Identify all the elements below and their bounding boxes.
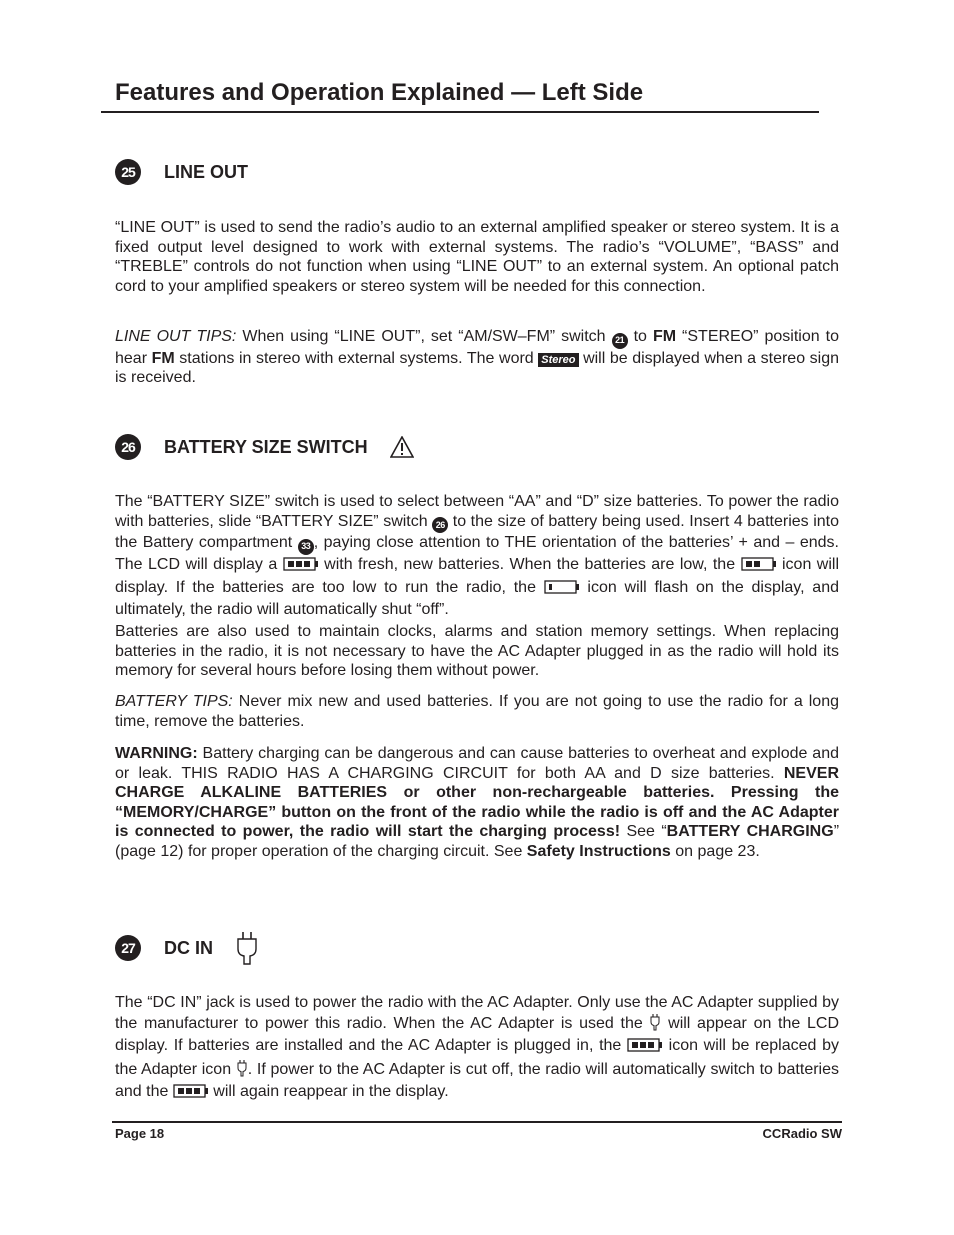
section-header-dc-in [115, 934, 259, 962]
line-out-tips-paragraph: LINE OUT TIPS: When using “LINE OUT”, set “AM/SW–FM” switch 21 to FM “STEREO” position to hear FM stations in stereo with external systems. The word Stereo will be displayed when a stereo sign is received. [115, 328, 840, 387]
battery-memory-paragraph: Batteries are also used to maintain clocks, alarms and station memory settings. When replacing batteries in the radio, it is not necessary to have the AC Adapter plugged in as the radio will hold its memory for several hours before losing them without power. [115, 623, 839, 680]
section-heading: BATTERY SIZE SWITCH [164, 436, 368, 457]
stereo-indicator-icon: Stereo [538, 353, 578, 367]
section-header-line-out [115, 158, 248, 186]
line-out-paragraph: “LINE OUT” is used to send the radio’s audio to an external amplified speaker or stereo system. It is a fixed output level designed to work with external systems. The radio’s “VOLUME”, “BASS” and “TREBLE” controls do not function when using “LINE OUT” to an external system. An optional patch cord to your amplified speakers or stereo system will be needed for this connection. [115, 219, 839, 295]
battery-warning-paragraph: WARNING: Battery charging can be dangerous and can cause batteries to overheat and explode and or leak. THIS RADIO HAS A CHARGING CIRCUIT for both AA and D size batteries. NEVER CHARGE ALKALINE BATTERIES or other non-rechargeable batteries. Pressing the “MEMORY/CHARGE” button on the front of the radio while the radio is off and the AC Adapter is connected to power, the radio will start the charging process! See “BATTERY CHARGING” (page 12) for proper operation of the charging circuit. See Safety Instructions on page 23. [115, 745, 840, 860]
warning-label: WARNING: [115, 745, 198, 762]
section-number-badge: 27 [115, 935, 141, 961]
battery-tips-paragraph: BATTERY TIPS: Never mix new and used batteries. If you are not going to use the radio for a long time, remove the batteries. [115, 693, 840, 730]
footer-divider [112, 1121, 842, 1123]
title-divider [101, 111, 819, 113]
page-number: Page 18 [115, 1126, 165, 1141]
tips-label: BATTERY TIPS: [115, 693, 233, 710]
plug-icon [649, 1013, 661, 1037]
section-number-badge: 25 [115, 159, 141, 185]
battery-full-icon [173, 1083, 209, 1105]
battery-size-paragraph: The “BATTERY SIZE” switch is used to select between “AA” and “D” size batteries. To power the radio with batteries, slide “BATTERY SIZE” switch 26 to the size of battery being used. Insert 4 batteries into the Battery compartment 33 , paying close attention to THE orientation of the batteries’ + and – ends. The LCD will display a with fresh, new batteries. When the batteries are low, the icon will display. If the batteries are too low to run the radio, the icon will flash on the display, and ultimately, the radio will automatically shut “off”. [115, 493, 840, 619]
section-heading: LINE OUT [164, 161, 248, 182]
reference-number-badge: 26 [432, 517, 448, 533]
warning-triangle-icon [390, 436, 414, 458]
battery-full-icon [627, 1037, 663, 1059]
dc-in-paragraph: The “DC IN” jack is used to power the radio with the AC Adapter. Only use the AC Adapter supplied by the manufacturer to power this radio. When the AC Adapter is used the will appear on the LCD display. If batteries are installed and the AC Adapter is plugged in, the icon will be replaced by the Adapter icon . If power to the AC Adapter is cut off, the radio will automatically switch to batteries and the will again reappear in the display. [115, 993, 839, 1105]
plug-icon [235, 931, 259, 965]
page-title: Features and Operation Explained — Left Side [115, 79, 644, 106]
battery-full-icon [283, 556, 319, 578]
tips-label: LINE OUT TIPS: [115, 328, 237, 345]
section-header-battery-size [115, 433, 414, 461]
reference-number-badge: 33 [298, 539, 314, 555]
battery-empty-icon [544, 579, 580, 601]
section-heading: DC IN [164, 937, 213, 958]
section-number-badge: 26 [115, 434, 141, 460]
battery-low-icon [741, 556, 777, 578]
plug-icon [236, 1059, 248, 1083]
reference-number-badge: 21 [612, 333, 628, 349]
product-name: CCRadio SW [762, 1126, 842, 1141]
